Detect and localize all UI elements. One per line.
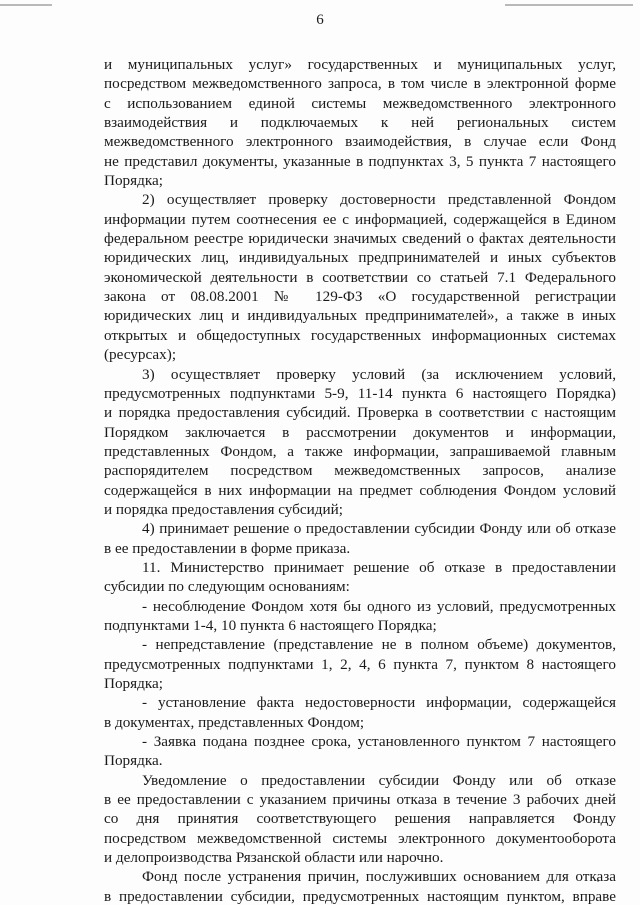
text-line: со дня принятия соответствующего решения направляется Фонду (104, 810, 616, 828)
text-line: - установление факта недостоверности информации, содержащейся (142, 694, 616, 712)
text-line: и порядка предоставления субсидий; (104, 500, 343, 518)
text-line: распорядителем посредством межведомственных запросов, анализе (104, 462, 616, 480)
text-line: не представил документы, указанные в подпунктах 3, 5 пункта 7 настоящего (104, 152, 616, 170)
text-line: юридических лиц, индивидуальных предпринимателей и иных субъектов (104, 249, 616, 267)
text-line: и порядка предоставления субсидий. Проверка в соответствии с настоящим (104, 404, 616, 422)
text-line: (ресурсах); (104, 346, 177, 364)
text-line: экономической деятельности в соответствии со статьей 7.1 Федерального (104, 268, 616, 286)
text-line: представленных Фондом, а также информации, запрашиваемой главным (104, 442, 616, 460)
text-line: открытых и общедоступных государственных информационных системах (104, 326, 616, 344)
page-number: 6 (316, 12, 324, 28)
text-line: Уведомление о предоставлении субсидии Фонду или об отказе (142, 771, 616, 789)
text-line: в предоставлении субсидии, предусмотренных настоящим пунктом, вправе (104, 887, 616, 905)
text-line: субсидии по следующим основаниям: (104, 578, 350, 596)
text-line: подпунктами 1-4, 10 пункта 6 настоящего Порядка; (104, 616, 437, 634)
text-line: содержащейся в них информации на предмет соблюдения Фондом условий (104, 481, 616, 499)
text-line: в ее предоставлении в форме приказа. (104, 539, 351, 557)
text-line: и муниципальных услуг» государственных и муниципальных услуг, (104, 56, 616, 73)
text-line: Порядка; (104, 675, 163, 692)
text-line: 2) осуществляет проверку достоверности представленной Фондом (142, 191, 616, 209)
text-line: посредством межведомственной системы электронного документооборота (104, 829, 616, 847)
text-line: - несоблюдение Фондом хотя бы одного из условий, предусмотренных (142, 597, 616, 615)
text-line: - непредставление (представление не в полном объеме) документов, (142, 636, 616, 654)
text-line: и делопроизводства Рязанской области или нарочно. (104, 849, 444, 867)
text-line: Порядком заключается в рассмотрении документов и информации, (104, 423, 616, 441)
text-line: в ее предоставлении с указанием причины отказа в течение 3 рабочих дней (104, 791, 616, 809)
text-line: 11. Министерство принимает решение об отказе в предоставлении (142, 558, 616, 576)
scan-artifact (0, 4, 52, 6)
text-line: посредством межведомственного запроса, в том числе в электронной форме (104, 75, 616, 93)
text-line: Порядка; (104, 172, 163, 190)
text-line: Порядка. (104, 752, 163, 770)
text-line: межведомственного электронного взаимодействия, в случае если Фонд (104, 133, 616, 151)
text-line: взаимодействия и подключаемых к ней региональных систем (104, 114, 616, 132)
text-line: в документах, представленных Фондом; (104, 713, 365, 731)
text-line: - Заявка подана позднее срока, установленного пунктом 7 настоящего (142, 733, 616, 751)
document-body (104, 55, 616, 906)
text-line: 3) осуществляет проверку условий (за исключением условий, (142, 365, 616, 383)
text-line: юридических лиц и индивидуальных предпринимателей», а также в иных (104, 307, 616, 325)
scan-artifact (505, 4, 633, 6)
text-line: 4) принимает решение о предоставлении субсидии Фонду или об отказе (142, 520, 616, 538)
text-line: Фонд после устранения причин, послуживших основанием для отказа (142, 868, 616, 886)
text-line: предусмотренных подпунктами 5-9, 11-14 пункта 6 настоящего Порядка) (104, 384, 616, 402)
text-line: закона от 08.08.2001 № 129-ФЗ «О государственной регистрации (104, 288, 616, 306)
text-line: федеральном реестре юридически значимых сведений о фактах деятельности (104, 230, 616, 248)
text-line: предусмотренных подпунктами 1, 2, 4, 6 пункта 7, пунктом 8 настоящего (104, 655, 616, 673)
text-line: с использованием единой системы межведомственного электронного (104, 94, 616, 112)
text-line: информации путем соотнесения ее с информацией, содержащейся в Едином (104, 210, 616, 228)
